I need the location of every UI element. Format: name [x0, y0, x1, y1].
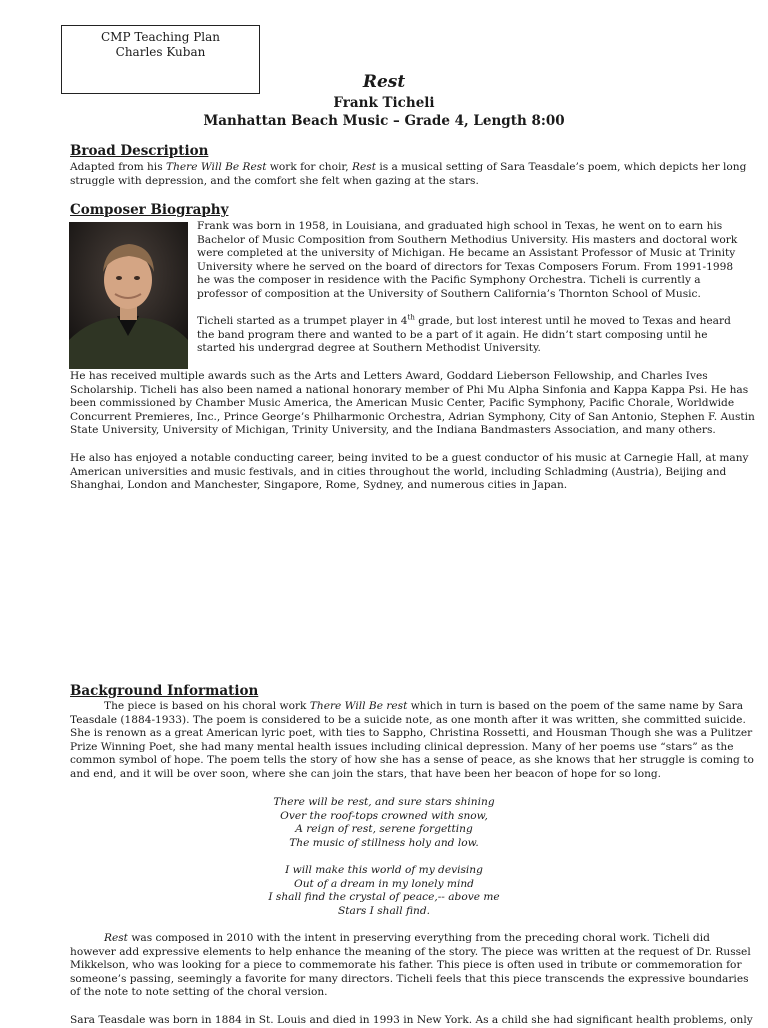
teasdale-line: Sara Teasdale was born in 1884 in St. Louis and died in 1993 in New York. As a child she had significant health problems, only [70, 1014, 753, 1026]
poem-line: The music of stillness holy and low. [289, 836, 479, 849]
bio-line: he was the composer in residence with the Pacific Symphony Orchestra. Ticheli is currently a [197, 274, 701, 287]
work-title: Rest [352, 161, 376, 173]
piece-title: Rest [362, 72, 406, 92]
broad-line-2: struggle with depression, and the comfort she felt when gazing at the stars. [70, 174, 479, 187]
bio-line: Frank was born in 1958, in Louisiana, and graduated high school in Texas, he went on to earn his [197, 220, 723, 232]
composer-name: Frank Ticheli [333, 95, 435, 111]
background-line: common symbol of hope. The poem tells the story of how she has a sense of peace, as she knows that her struggle is coming to [70, 754, 754, 767]
background-information-heading: Background Information [70, 683, 259, 699]
publisher-line: Manhattan Beach Music – Grade 4, Length 8:00 [203, 113, 565, 129]
author-name: Charles Kuban [115, 45, 206, 59]
ordinal-suffix: th [407, 313, 415, 322]
poem-line: Over the roof-tops crowned with snow, [280, 809, 488, 822]
trumpet-line: started his undergrad degree at Southern Methodist University. [197, 342, 541, 355]
bio-line: University where he served on the board of directors for Texas Composers Forum. From 1991-1998 [197, 260, 734, 273]
poem-stanza-1 [0, 796, 768, 850]
work-title: There Will Be Rest [166, 161, 267, 173]
rest-paragraph [70, 932, 751, 1000]
bio-line: professor of composition at the University of Southern California’s Thornton School of Music. [197, 287, 701, 300]
background-line: Teasdale (1884-1933). The poem is considered to be a suicide note, as one month after it was written, she committed suicide. [70, 713, 746, 726]
text-run: which in turn is based on the poem of the same name by Sara [407, 700, 744, 712]
background-line: and end, and it will be over soon, where she can join the stars, that have been her beacon of hope for so long. [70, 767, 662, 780]
blank-line [197, 302, 697, 316]
broad-description-heading: Broad Description [70, 143, 209, 159]
text-run: grade, but lost interest until he moved to Texas and heard [414, 315, 731, 328]
background-line: Prize Winning Poet, she had many mental health issues including clinical depression. Many of her poems use “stars” as the [70, 740, 734, 753]
awards-line: Scholarship. Ticheli has also been named a national honorary member of Phi Mu Alpha Sinfonia and Kappa Kappa Psi. He has [70, 383, 749, 396]
text-run: is a musical setting of Sara Teasdale’s poem, which depicts her long [375, 161, 747, 173]
awards-line: Concurrent Premieres, Inc., Prince George’s Philharmonic Orchestra, Adrian Symphony, City of San Antonio, Stephen F. Austin [70, 410, 755, 423]
text-run: was composed in 2010 with the intent in preserving everything from the preceding choral work. Ticheli did [127, 932, 710, 944]
awards-line: State University, University of Michigan, Trinity University, and the Indiana Bandmasters Association, and many others. [70, 424, 716, 437]
poem-line: Stars I shall find. [337, 904, 430, 917]
text-run: work for choir, [266, 161, 353, 173]
teasdale-paragraph [70, 1014, 753, 1028]
work-title: Rest [104, 932, 128, 944]
poem-stanza-2 [0, 864, 768, 918]
conducting-line: He also has enjoyed a notable conducting career, being invited to be a guest conductor of his music at Carnegie Hall, at many [70, 452, 749, 464]
bio-right-column [197, 220, 738, 356]
composer-biography-heading: Composer Biography [70, 202, 229, 218]
rest-line: however add expressive elements to help enhance the meaning of the story. The piece was written at the request of Dr. Russel [70, 945, 751, 958]
awards-line: He has received multiple awards such as the Arts and Letters Award, Goddard Lieberson Fellowship, and Charles Ives [70, 370, 708, 382]
composer-portrait [69, 222, 188, 369]
background-paragraph [70, 700, 754, 782]
rest-line: someone’s passing, seemingly a favorite for many directors. Ticheli feels that this piece transcends the expressive boundaries [70, 972, 749, 985]
broad-description-text [70, 161, 747, 188]
rest-line: of the note to note setting of the choral version. [70, 986, 328, 999]
bio-line: were completed at the university of Michigan. He became an Assistant Professor of Music at Trinity [197, 247, 736, 260]
text-run: The piece is based on his choral work [104, 700, 310, 712]
poem-line: A reign of rest, serene forgetting [295, 823, 473, 836]
trumpet-line: the band program there and wanted to be a part of it again. He didn’t start composing until he [197, 328, 708, 341]
background-line: She is renown as a great American lyric poet, with ties to Sappho, Christina Rossetti, and Housman Though she was a Pulitzer [70, 727, 753, 740]
poem-line: Out of a dream in my lonely mind [294, 877, 474, 890]
conducting-line: American universities and music festivals, and in cities throughout the world, including Schladming (Austria), Beijing and [70, 465, 727, 478]
conducting-line: Shanghai, London and Manchester, Singapore, Rome, Sydney, and numerous cities in Japan. [70, 479, 568, 492]
bio-line: Bachelor of Music Composition from Southern Methodius University. His masters and doctoral work [197, 233, 738, 246]
poem-line: I shall find the crystal of peace,-- above me [268, 891, 500, 904]
rest-line: Mikkelson, who was looking for a piece to commemorate his father. This piece is often used in tribute or commemoration for [70, 959, 742, 972]
work-title: There Will Be rest [309, 700, 408, 712]
rest-line-1 [70, 932, 710, 946]
conducting-paragraph [70, 452, 749, 493]
awards-line: been commissioned by Chamber Music America, the American Music Center, Pacific Symphony, Pacific Chorale, Worldwide [70, 397, 735, 410]
text-run: Ticheli started as a trumpet player in 4 [197, 315, 408, 328]
plan-title: CMP Teaching Plan [101, 30, 220, 44]
portrait-photo [69, 222, 188, 369]
awards-paragraph [70, 370, 755, 438]
broad-line-1 [70, 161, 747, 175]
poem-line: There will be rest, and sure stars shining [273, 796, 495, 808]
poem-line: I will make this world of my devising [285, 864, 483, 876]
background-line-1 [70, 700, 744, 714]
text-run: Adapted from his [70, 161, 166, 173]
trumpet-line-1 [197, 313, 731, 329]
